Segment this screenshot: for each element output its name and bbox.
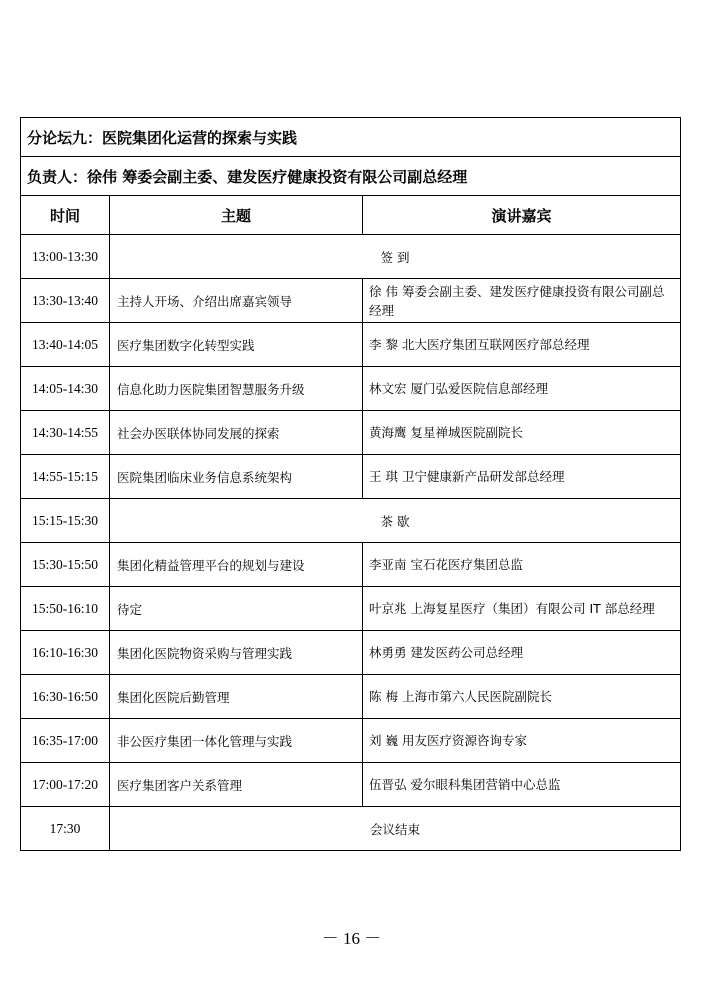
speaker-cell: 林文宏 厦门弘爱医院信息部经理 — [363, 367, 681, 411]
time-cell: 14:30-14:55 — [21, 411, 110, 455]
table-row — [21, 499, 681, 543]
topic-cell: 医院集团临床业务信息系统架构 — [110, 455, 363, 499]
table-row — [21, 631, 681, 675]
time-cell: 13:00-13:30 — [21, 235, 110, 279]
time-cell: 17:00-17:20 — [21, 763, 110, 807]
table-row — [21, 675, 681, 719]
topic-cell: 信息化助力医院集团智慧服务升级 — [110, 367, 363, 411]
time-cell: 16:10-16:30 — [21, 631, 110, 675]
table-row — [21, 455, 681, 499]
forum-title-row — [21, 118, 681, 157]
speaker-cell: 李 黎 北大医疗集团互联网医疗部总经理 — [363, 323, 681, 367]
time-cell: 17:30 — [21, 807, 110, 851]
topic-cell: 社会办医联体协同发展的探索 — [110, 411, 363, 455]
column-header-topic: 主题 — [110, 196, 363, 235]
table-row — [21, 719, 681, 763]
time-cell: 14:05-14:30 — [21, 367, 110, 411]
speaker-cell: 李亚南 宝石花医疗集团总监 — [363, 543, 681, 587]
speaker-cell: 伍晋弘 爱尔眼科集团营销中心总监 — [363, 763, 681, 807]
chair-row — [21, 157, 681, 196]
time-cell: 13:30-13:40 — [21, 279, 110, 323]
table-row — [21, 543, 681, 587]
chair-line: 负责人：徐伟 筹委会副主委、建发医疗健康投资有限公司副总经理 — [21, 157, 681, 196]
topic-cell: 医疗集团数字化转型实践 — [110, 323, 363, 367]
topic-cell: 集团化精益管理平台的规划与建设 — [110, 543, 363, 587]
table-row — [21, 587, 681, 631]
speaker-cell: 王 琪 卫宁健康新产品研发部总经理 — [363, 455, 681, 499]
topic-cell: 非公医疗集团一体化管理与实践 — [110, 719, 363, 763]
column-header-speaker: 演讲嘉宾 — [363, 196, 681, 235]
speaker-cell: 刘 巍 用友医疗资源咨询专家 — [363, 719, 681, 763]
table-row — [21, 367, 681, 411]
session-break-cell: 会议结束 — [110, 807, 681, 851]
topic-cell: 主持人开场、介绍出席嘉宾领导 — [110, 279, 363, 323]
session-break-cell: 签 到 — [110, 235, 681, 279]
speaker-cell: 林勇勇 建发医药公司总经理 — [363, 631, 681, 675]
topic-cell: 集团化医院物资采购与管理实践 — [110, 631, 363, 675]
table-row — [21, 411, 681, 455]
speaker-cell: 叶京兆 上海复星医疗（集团）有限公司 IT 部总经理 — [363, 587, 681, 631]
time-cell: 15:50-16:10 — [21, 587, 110, 631]
time-cell: 15:30-15:50 — [21, 543, 110, 587]
topic-cell: 集团化医院后勤管理 — [110, 675, 363, 719]
time-cell: 14:55-15:15 — [21, 455, 110, 499]
topic-cell: 医疗集团客户关系管理 — [110, 763, 363, 807]
time-cell: 15:15-15:30 — [21, 499, 110, 543]
table-row — [21, 323, 681, 367]
page-number: － 16 － — [321, 929, 382, 948]
time-cell: 13:40-14:05 — [21, 323, 110, 367]
column-header-row — [21, 196, 681, 235]
topic-cell: 待定 — [110, 587, 363, 631]
table-row — [21, 279, 681, 323]
agenda-body — [21, 235, 681, 851]
speaker-cell: 黄海鹰 复星禅城医院副院长 — [363, 411, 681, 455]
column-header-time: 时间 — [21, 196, 110, 235]
time-cell: 16:35-17:00 — [21, 719, 110, 763]
table-row — [21, 235, 681, 279]
table-row — [21, 763, 681, 807]
speaker-cell: 陈 梅 上海市第六人民医院副院长 — [363, 675, 681, 719]
session-break-cell: 茶 歇 — [110, 499, 681, 543]
time-cell: 16:30-16:50 — [21, 675, 110, 719]
agenda-table — [20, 117, 681, 851]
speaker-cell: 徐 伟 筹委会副主委、建发医疗健康投资有限公司副总经理 — [363, 279, 681, 323]
forum-title: 分论坛九：医院集团化运营的探索与实践 — [21, 118, 681, 157]
table-row — [21, 807, 681, 851]
